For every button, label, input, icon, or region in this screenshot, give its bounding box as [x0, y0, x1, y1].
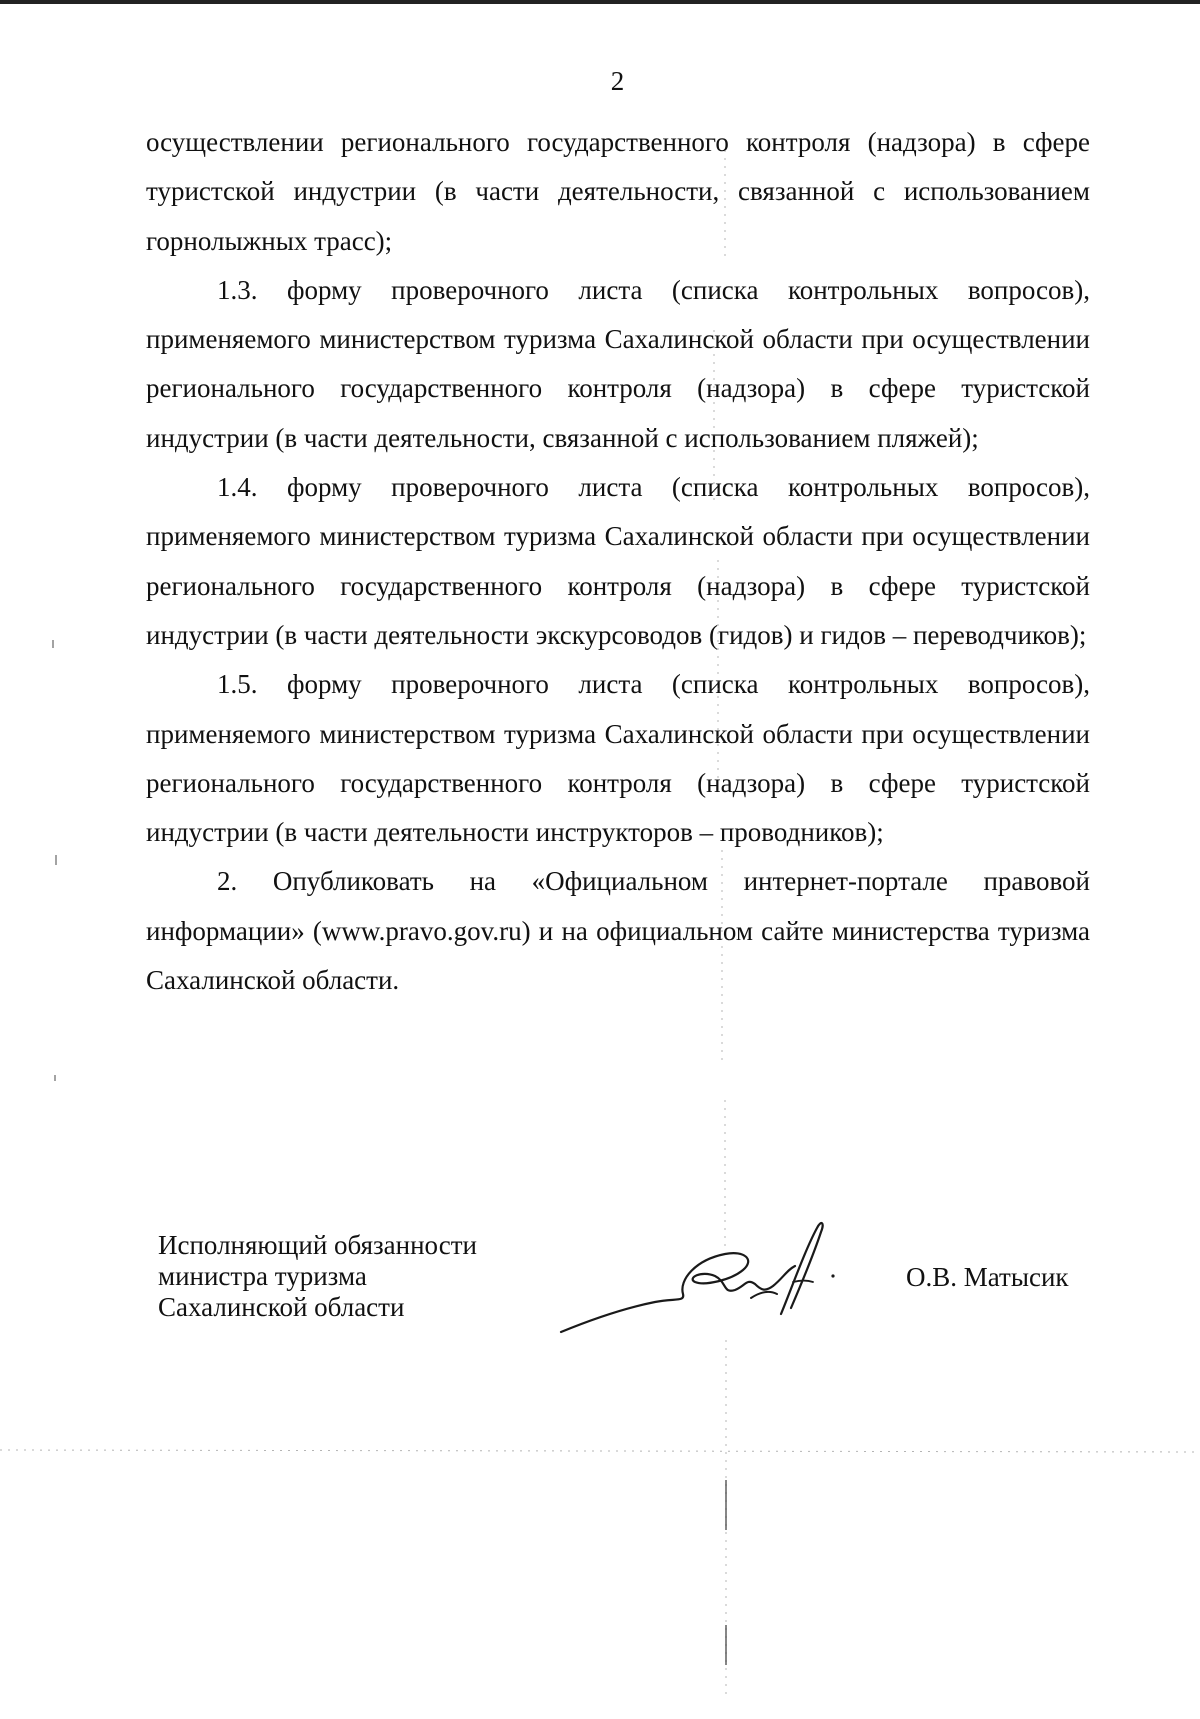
handwritten-signature: [555, 1210, 875, 1350]
paragraph-item-1-3: 1.3. форму проверочного листа (списка контрольных вопросов), применяемого министерством туризма Сахалинской области при осуществлении регионального государственного контроля (надзора) в сфере туристской индустрии (в части деятельности, связанной с использованием пляжей);: [146, 274, 1090, 453]
signatory-position-line: Исполняющий обязанности: [158, 1230, 477, 1260]
signatory-position-line: министра туризма: [158, 1261, 367, 1291]
paragraph-continuation: осуществлении регионального государственного контроля (надзора) в сфере туристской индустрии (в части деятельности, связанной с использованием горнолыжных трасс);: [146, 127, 1090, 256]
page-number: 2: [610, 66, 625, 96]
paragraph-item-1-5: 1.5. форму проверочного листа (списка контрольных вопросов), применяемого министерством туризма Сахалинской области при осуществлении регионального государственного контроля (надзора) в сфере туристской индустрии (в части деятельности инструкторов – проводников);: [146, 669, 1090, 848]
signatory-name: О.В. Матысик: [906, 1262, 1069, 1292]
signatory-position: [158, 1230, 477, 1323]
scan-top-edge: [0, 0, 1200, 4]
document-body: [146, 118, 1090, 1005]
paragraph-item-2: 2. Опубликовать на «Официальном интернет-портале правовой информации» (www.pravo.gov.ru) и на официальном сайте министерства туризма Сахалинской области.: [146, 866, 1090, 996]
signatory-position-line: Сахалинской области: [158, 1292, 405, 1322]
paragraph-item-1-4: 1.4. форму проверочного листа (списка контрольных вопросов), применяемого министерством туризма Сахалинской области при осуществлении регионального государственного контроля (надзора) в сфере туристской индустрии (в части деятельности экскурсоводов (гидов) и гидов – переводчиков);: [146, 472, 1090, 650]
